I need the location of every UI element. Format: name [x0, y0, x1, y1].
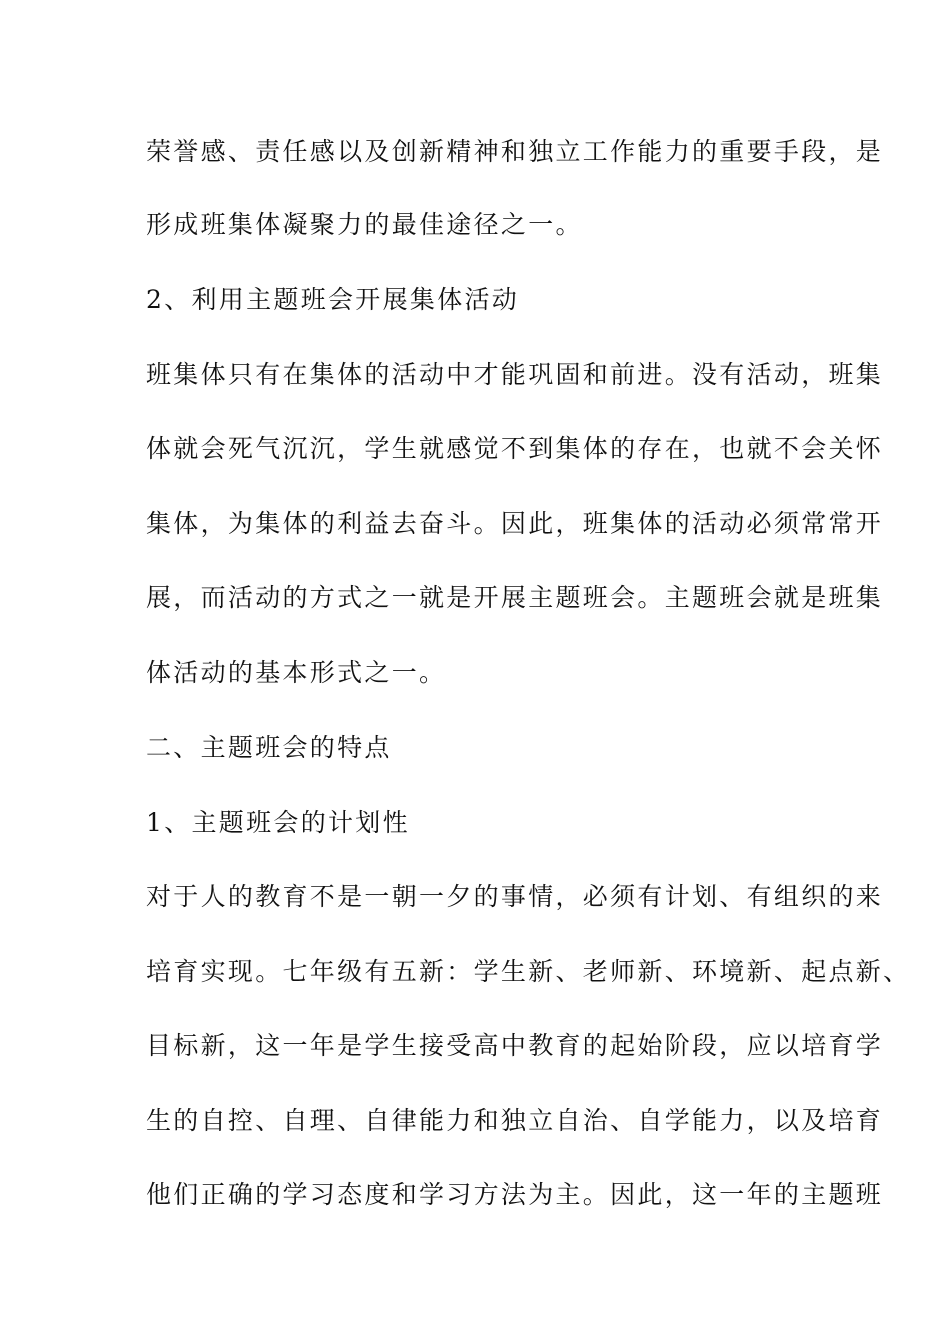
paragraph-line: 生的自控、自理、自律能力和独立自治、自学能力，以及培育: [146, 1106, 884, 1135]
paragraph-line: 展，而活动的方式之一就是开展主题班会。主题班会就是班集: [146, 583, 884, 612]
paragraph-line: 集体，为集体的利益去奋斗。因此，班集体的活动必须常常开: [146, 509, 884, 538]
section-heading: 1、主题班会的计划性: [146, 808, 410, 837]
paragraph-line: 体就会死气沉沉，学生就感觉不到集体的存在，也就不会关怀: [146, 434, 884, 463]
section-heading: 二、主题班会的特点: [146, 733, 392, 762]
paragraph-line: 对于人的教育不是一朝一夕的事情，必须有计划、有组织的来: [146, 882, 884, 911]
paragraph-line: 形成班集体凝聚力的最佳途径之一。: [146, 210, 583, 239]
paragraph-line: 培育实现。七年级有五新：学生新、老师新、环境新、起点新、: [146, 957, 911, 986]
paragraph-line: 他们正确的学习态度和学习方法为主。因此，这一年的主题班: [146, 1180, 884, 1209]
paragraph-line: 班集体只有在集体的活动中才能巩固和前进。没有活动，班集: [146, 360, 884, 389]
paragraph-line: 目标新，这一年是学生接受高中教育的起始阶段，应以培育学: [146, 1031, 884, 1060]
section-heading: 2、利用主题班会开展集体活动: [146, 285, 520, 314]
paragraph-line: 荣誉感、责任感以及创新精神和独立工作能力的重要手段，是: [146, 137, 884, 166]
paragraph-line: 体活动的基本形式之一。: [146, 658, 447, 687]
